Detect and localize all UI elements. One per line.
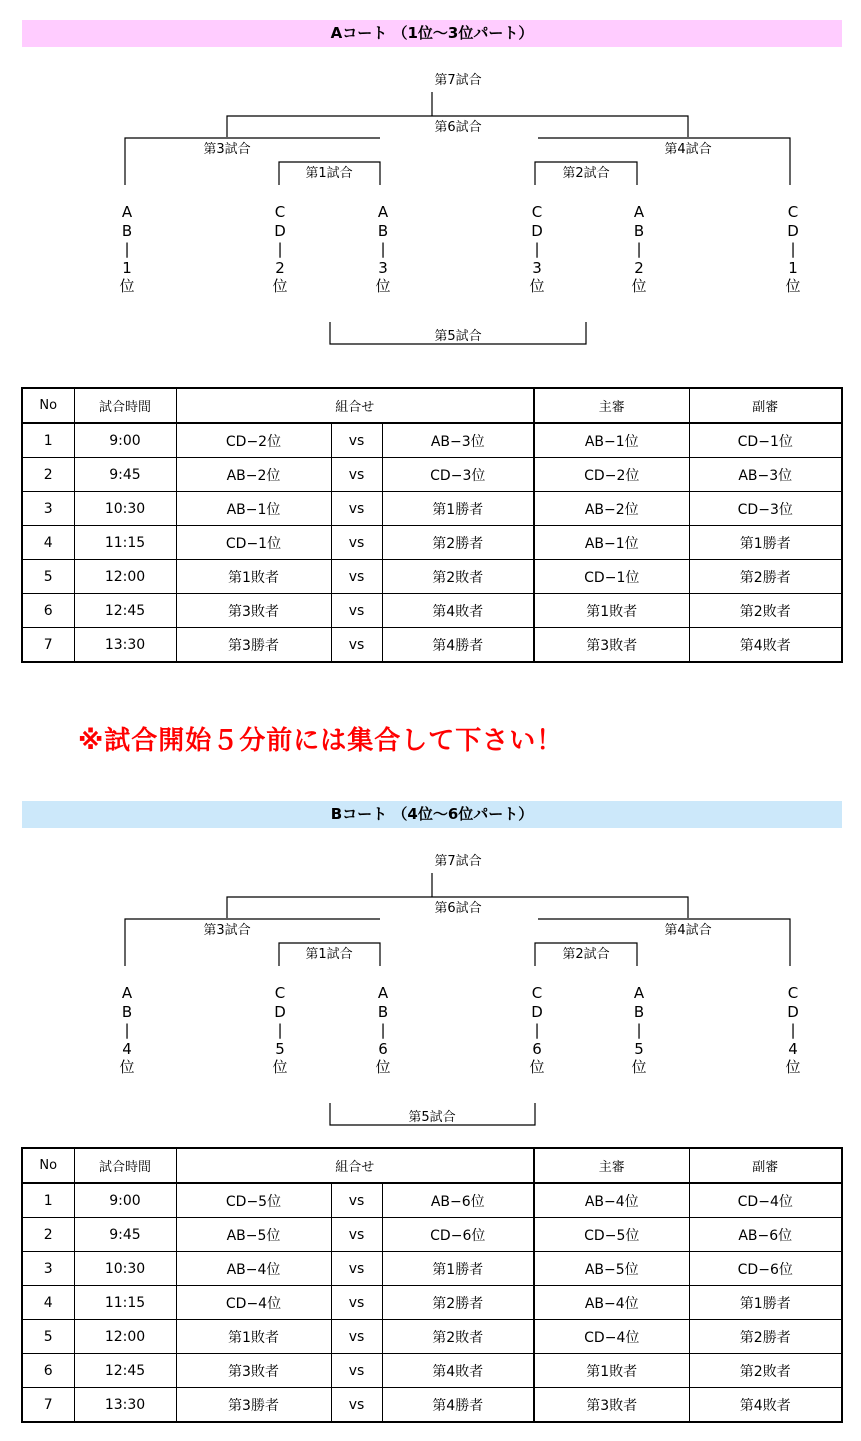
header-no: No	[22, 388, 74, 423]
cell-vs: vs	[331, 594, 382, 628]
cell-time: 12:00	[74, 1320, 176, 1354]
court-b-team-6: C D | 4 位	[785, 984, 801, 1076]
cell-time: 9:45	[74, 458, 176, 492]
cell-referee: AB−5位	[534, 1252, 689, 1286]
cell-vs: vs	[331, 526, 382, 560]
cell-no: 1	[22, 423, 74, 458]
cell-team2: 第1勝者	[382, 492, 534, 526]
table-row	[22, 628, 842, 663]
cell-assistant-referee: 第1勝者	[689, 1286, 842, 1320]
court-a-team-4: C D | 3 位	[529, 203, 545, 295]
cell-vs: vs	[331, 628, 382, 663]
cell-team2: 第4勝者	[382, 628, 534, 663]
cell-assistant-referee: CD−3位	[689, 492, 842, 526]
cell-vs: vs	[331, 458, 382, 492]
cell-referee: 第1敗者	[534, 1354, 689, 1388]
court-a-bracket	[0, 60, 861, 360]
cell-referee: AB−2位	[534, 492, 689, 526]
table-row	[22, 560, 842, 594]
cell-team1: 第3勝者	[176, 1388, 331, 1423]
header-time: 試合時間	[74, 1148, 176, 1183]
cell-team1: 第1敗者	[176, 1320, 331, 1354]
cell-no: 1	[22, 1183, 74, 1218]
cell-referee: AB−1位	[534, 526, 689, 560]
cell-time: 9:45	[74, 1218, 176, 1252]
court-a-match7-label: 第7試合	[434, 73, 482, 88]
cell-time: 11:15	[74, 1286, 176, 1320]
cell-time: 11:15	[74, 526, 176, 560]
cell-assistant-referee: 第2敗者	[689, 594, 842, 628]
cell-assistant-referee: 第4敗者	[689, 1388, 842, 1423]
court-a-header: Aコート （1位～3位パート）	[22, 20, 842, 47]
cell-referee: 第1敗者	[534, 594, 689, 628]
cell-vs: vs	[331, 1354, 382, 1388]
cell-team2: 第2勝者	[382, 526, 534, 560]
cell-team1: 第3敗者	[176, 1354, 331, 1388]
cell-team1: CD−4位	[176, 1286, 331, 1320]
header-matchup: 組合せ	[176, 388, 534, 423]
cell-vs: vs	[331, 423, 382, 458]
court-b-header: Bコート （4位～6位パート）	[22, 801, 842, 828]
cell-team1: 第3勝者	[176, 628, 331, 663]
table-row	[22, 423, 842, 458]
court-b-team-4: C D | 6 位	[529, 984, 545, 1076]
cell-no: 5	[22, 1320, 74, 1354]
cell-vs: vs	[331, 492, 382, 526]
cell-assistant-referee: AB−3位	[689, 458, 842, 492]
cell-referee: CD−4位	[534, 1320, 689, 1354]
table-row	[22, 1218, 842, 1252]
court-b-match7-label: 第7試合	[434, 854, 482, 869]
header-assistant-referee: 副審	[689, 1148, 842, 1183]
cell-team1: CD−5位	[176, 1183, 331, 1218]
cell-assistant-referee: CD−4位	[689, 1183, 842, 1218]
cell-team2: 第4敗者	[382, 594, 534, 628]
cell-time: 12:45	[74, 1354, 176, 1388]
cell-time: 10:30	[74, 492, 176, 526]
court-b-team-2: C D | 5 位	[272, 984, 288, 1076]
cell-no: 2	[22, 458, 74, 492]
cell-assistant-referee: CD−1位	[689, 423, 842, 458]
court-a-match4-label: 第4試合	[664, 142, 712, 157]
table-row	[22, 526, 842, 560]
cell-team2: 第2敗者	[382, 1320, 534, 1354]
cell-team2: AB−6位	[382, 1183, 534, 1218]
cell-team2: CD−3位	[382, 458, 534, 492]
court-a-team-6: C D | 1 位	[785, 203, 801, 295]
court-a-team-1: A B | 1 位	[119, 203, 135, 295]
cell-no: 6	[22, 1354, 74, 1388]
court-a-team-2: C D | 2 位	[272, 203, 288, 295]
cell-team2: 第4敗者	[382, 1354, 534, 1388]
court-b-match1-label: 第1試合	[305, 947, 353, 962]
cell-assistant-referee: CD−6位	[689, 1252, 842, 1286]
cell-assistant-referee: 第2勝者	[689, 560, 842, 594]
court-a-match3-label: 第3試合	[203, 142, 251, 157]
court-a-team-3: A B | 3 位	[375, 203, 391, 295]
cell-team1: AB−1位	[176, 492, 331, 526]
table-row	[22, 1320, 842, 1354]
cell-team2: 第2勝者	[382, 1286, 534, 1320]
table-row	[22, 1252, 842, 1286]
cell-vs: vs	[331, 560, 382, 594]
header-referee: 主審	[534, 1148, 689, 1183]
table-row	[22, 458, 842, 492]
cell-no: 2	[22, 1218, 74, 1252]
header-no: No	[22, 1148, 74, 1183]
cell-no: 4	[22, 526, 74, 560]
header-matchup: 組合せ	[176, 1148, 534, 1183]
court-b-match6-label: 第6試合	[434, 901, 482, 916]
court-b-match4-label: 第4試合	[664, 923, 712, 938]
court-b-team-3: A B | 6 位	[375, 984, 391, 1076]
header-time: 試合時間	[74, 388, 176, 423]
cell-time: 12:00	[74, 560, 176, 594]
court-b-bracket	[0, 841, 861, 1141]
cell-assistant-referee: AB−6位	[689, 1218, 842, 1252]
court-b-match3-label: 第3試合	[203, 923, 251, 938]
cell-referee: AB−1位	[534, 423, 689, 458]
cell-no: 6	[22, 594, 74, 628]
cell-referee: CD−2位	[534, 458, 689, 492]
table-header-row	[22, 1148, 842, 1183]
cell-time: 9:00	[74, 1183, 176, 1218]
cell-time: 9:00	[74, 423, 176, 458]
cell-no: 7	[22, 1388, 74, 1423]
cell-assistant-referee: 第2敗者	[689, 1354, 842, 1388]
cell-team1: 第1敗者	[176, 560, 331, 594]
cell-vs: vs	[331, 1218, 382, 1252]
cell-time: 10:30	[74, 1252, 176, 1286]
court-a-match2-label: 第2試合	[562, 166, 610, 181]
court-a-match5-label: 第5試合	[434, 329, 482, 344]
cell-team1: 第3敗者	[176, 594, 331, 628]
table-row	[22, 1354, 842, 1388]
court-b-schedule-table	[21, 1147, 843, 1423]
table-row	[22, 1388, 842, 1423]
table-row	[22, 594, 842, 628]
cell-assistant-referee: 第1勝者	[689, 526, 842, 560]
table-row	[22, 1286, 842, 1320]
cell-team2: CD−6位	[382, 1218, 534, 1252]
cell-team2: 第4勝者	[382, 1388, 534, 1423]
cell-time: 12:45	[74, 594, 176, 628]
cell-time: 13:30	[74, 628, 176, 663]
table-row	[22, 1183, 842, 1218]
cell-vs: vs	[331, 1320, 382, 1354]
cell-team2: 第1勝者	[382, 1252, 534, 1286]
court-a-schedule-table	[21, 387, 843, 663]
cell-team2: 第2敗者	[382, 560, 534, 594]
cell-time: 13:30	[74, 1388, 176, 1423]
cell-vs: vs	[331, 1183, 382, 1218]
cell-no: 3	[22, 492, 74, 526]
court-b-match5-label: 第5試合	[408, 1110, 456, 1125]
cell-referee: 第3敗者	[534, 628, 689, 663]
cell-team1: CD−1位	[176, 526, 331, 560]
cell-referee: AB−4位	[534, 1183, 689, 1218]
cell-referee: AB−4位	[534, 1286, 689, 1320]
court-a-match6-label: 第6試合	[434, 120, 482, 135]
court-a-match1-label: 第1試合	[305, 166, 353, 181]
cell-team2: AB−3位	[382, 423, 534, 458]
cell-team1: AB−5位	[176, 1218, 331, 1252]
cell-referee: CD−5位	[534, 1218, 689, 1252]
court-b-team-5: A B | 5 位	[631, 984, 647, 1076]
cell-vs: vs	[331, 1286, 382, 1320]
cell-vs: vs	[331, 1252, 382, 1286]
cell-no: 7	[22, 628, 74, 663]
cell-no: 4	[22, 1286, 74, 1320]
cell-assistant-referee: 第2勝者	[689, 1320, 842, 1354]
cell-no: 3	[22, 1252, 74, 1286]
cell-no: 5	[22, 560, 74, 594]
court-a-team-5: A B | 2 位	[631, 203, 647, 295]
court-b-match2-label: 第2試合	[562, 947, 610, 962]
cell-vs: vs	[331, 1388, 382, 1423]
cell-assistant-referee: 第4敗者	[689, 628, 842, 663]
header-referee: 主審	[534, 388, 689, 423]
cell-team1: CD−2位	[176, 423, 331, 458]
notice-text: ※試合開始５分前には集合して下さい！	[78, 726, 564, 756]
court-b-team-1: A B | 4 位	[119, 984, 135, 1076]
cell-team1: AB−2位	[176, 458, 331, 492]
cell-referee: CD−1位	[534, 560, 689, 594]
cell-team1: AB−4位	[176, 1252, 331, 1286]
cell-referee: 第3敗者	[534, 1388, 689, 1423]
table-row	[22, 492, 842, 526]
table-header-row	[22, 388, 842, 423]
header-assistant-referee: 副審	[689, 388, 842, 423]
